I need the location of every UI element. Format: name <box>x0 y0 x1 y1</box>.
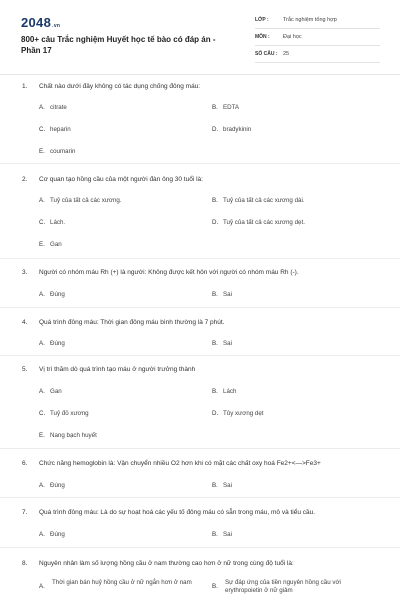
question-divider <box>0 258 400 259</box>
meta-class <box>255 14 380 29</box>
meta-count-label: SỐ CÂU : <box>255 51 278 57</box>
option-text: Lách. <box>50 219 66 226</box>
question-stem: Quá trình đông máu: Thời gian đông máu bình thường là 7 phút. <box>39 319 225 326</box>
option-a[interactable] <box>39 340 65 347</box>
logo-sub: .vn <box>52 23 61 29</box>
option-b[interactable] <box>212 197 305 204</box>
question-text <box>22 460 321 467</box>
meta-count-value: 25 <box>283 51 290 57</box>
option-letter: A. <box>39 197 45 204</box>
question-stem: Vị trí thăm dò quá trình tạo máu ở người trưởng thành <box>39 366 196 373</box>
question-divider <box>0 355 400 356</box>
option-text: Đúng <box>50 482 65 489</box>
question-divider <box>0 497 400 498</box>
option-letter: A. <box>39 482 45 489</box>
option-c[interactable] <box>39 219 65 226</box>
question-number: 4. <box>22 319 28 326</box>
option-letter: C. <box>39 126 46 133</box>
option-text: Nang bạch huyết <box>50 432 97 439</box>
question-text <box>22 319 225 326</box>
meta-class-label: LỚP : <box>255 17 269 23</box>
option-text: Tủy xương dẹt <box>223 410 264 417</box>
option-e[interactable] <box>39 148 75 155</box>
option-text: Tuỷ đỏ xương <box>50 410 89 417</box>
option-letter: B. <box>212 583 218 590</box>
question-number: 6. <box>22 460 28 467</box>
option-letter: D. <box>212 126 219 133</box>
option-text: Sai <box>223 340 232 347</box>
meta-subject-label: MÔN : <box>255 34 270 40</box>
option-b[interactable] <box>212 291 232 298</box>
option-text: Gan <box>50 388 62 395</box>
option-letter: E. <box>39 148 45 155</box>
option-text: Tuỷ của tất cả các xương dẹt. <box>223 219 305 226</box>
option-text: Thời gian bán huỷ hồng cầu ở nữ ngắn hơn ở nam <box>52 579 192 586</box>
question-number: 5. <box>22 366 28 373</box>
option-letter: A. <box>39 531 45 538</box>
option-letter: D. <box>212 410 219 417</box>
question-number: 2. <box>22 176 28 183</box>
option-letter: E. <box>39 432 45 439</box>
option-b[interactable] <box>212 531 232 538</box>
option-c[interactable] <box>39 126 71 133</box>
option-letter: B. <box>212 197 218 204</box>
question-divider <box>0 307 400 308</box>
option-letter: D. <box>212 219 219 226</box>
question-stem: Chức năng hemoglobin là: Vận chuyển nhiều O2 hơn khi có mặt các chất oxy hoá Fe2+<—>Fe3+ <box>39 460 321 467</box>
meta-panel <box>255 14 380 65</box>
question-text <box>22 83 200 90</box>
option-b[interactable] <box>212 388 236 395</box>
option-text: Đúng <box>50 531 65 538</box>
option-b[interactable] <box>212 482 232 489</box>
option-letter: B. <box>212 531 218 538</box>
question-stem: Cơ quan tạo hồng cầu của một người đàn ông 30 tuổi là: <box>39 176 203 183</box>
option-d[interactable] <box>212 219 305 226</box>
option-text: Đúng <box>50 291 65 298</box>
option-text: EDTA <box>223 104 240 111</box>
option-letter: A. <box>39 291 45 298</box>
option-letter: C. <box>39 219 46 226</box>
question-stem: Người có nhóm máu Rh (+) là người: Không được kết hôn với người có nhóm máu Rh (-). <box>39 269 299 276</box>
question-divider <box>0 163 400 164</box>
option-b[interactable] <box>212 104 239 111</box>
option-text: Sai <box>223 291 232 298</box>
option-text: Sai <box>223 482 232 489</box>
option-text: Sự đáp ứng của tiền nguyên hồng cầu với erythropoietin ở nữ giảm <box>225 579 341 594</box>
option-text: Tuỷ của tất cả các xương dài. <box>223 197 305 204</box>
option-letter: B. <box>212 104 218 111</box>
question-text <box>22 176 203 183</box>
question-stem: Quá trình đông máu: Là do sự hoạt hoá các yếu tố đông máu có sẵn trong máu, mô và tiểu cầu. <box>39 509 316 516</box>
option-e[interactable] <box>39 241 62 248</box>
question-text <box>22 269 299 276</box>
option-e[interactable] <box>39 432 97 439</box>
option-text: coumarin <box>50 148 76 155</box>
option-d[interactable] <box>212 410 264 417</box>
site-logo[interactable] <box>21 15 60 30</box>
option-text: Tuỷ của tất cả các xương. <box>50 197 122 204</box>
option-letter: B. <box>212 482 218 489</box>
option-b[interactable] <box>212 340 232 347</box>
meta-count <box>255 48 380 63</box>
question-stem: Chất nào dưới đây không có tác dụng chống đông máu: <box>39 83 201 90</box>
question-text <box>22 366 195 373</box>
option-a[interactable] <box>39 104 67 111</box>
page-title: 800+ câu Trắc nghiệm Huyết học tế bào có đáp án - Phần 17 <box>21 35 216 55</box>
question-divider <box>0 547 400 548</box>
option-a[interactable] <box>39 482 65 489</box>
page-header <box>0 0 400 78</box>
option-letter: B. <box>212 340 218 347</box>
question-text <box>22 560 294 567</box>
option-d[interactable] <box>212 126 251 133</box>
option-letter: A. <box>39 104 45 111</box>
option-a[interactable] <box>39 291 65 298</box>
question-number: 3. <box>22 269 28 276</box>
option-text: heparin <box>50 126 71 133</box>
option-letter: E. <box>39 241 45 248</box>
meta-class-value: Trắc nghiệm tổng hợp <box>283 17 337 23</box>
meta-subject <box>255 31 380 46</box>
header-divider <box>0 74 400 75</box>
option-a[interactable] <box>39 197 122 204</box>
option-text: Lách <box>223 388 237 395</box>
option-letter: A. <box>39 388 45 395</box>
question-divider <box>0 448 400 449</box>
option-a[interactable] <box>39 388 62 395</box>
question-number: 8. <box>22 560 28 567</box>
question-number: 7. <box>22 509 28 516</box>
question-number: 1. <box>22 83 28 90</box>
option-letter: A. <box>39 583 45 590</box>
option-text: citrate <box>50 104 67 111</box>
option-text: Gan <box>50 241 62 248</box>
option-letter: A. <box>39 340 45 347</box>
option-text: Đúng <box>50 340 65 347</box>
logo-text: 2048 <box>21 15 52 30</box>
question-stem: Nguyên nhân làm số lượng hồng cầu ở nam thường cao hơn ở nữ trong cùng độ tuổi là: <box>39 560 294 567</box>
meta-subject-value: Đại học <box>283 34 302 40</box>
option-c[interactable] <box>39 410 89 417</box>
option-text: bradykinin <box>223 126 252 133</box>
option-letter: B. <box>212 388 218 395</box>
option-letter: C. <box>39 410 46 417</box>
option-a[interactable] <box>39 531 65 538</box>
question-text <box>22 509 315 516</box>
option-text: Sai <box>223 531 232 538</box>
option-letter: B. <box>212 291 218 298</box>
